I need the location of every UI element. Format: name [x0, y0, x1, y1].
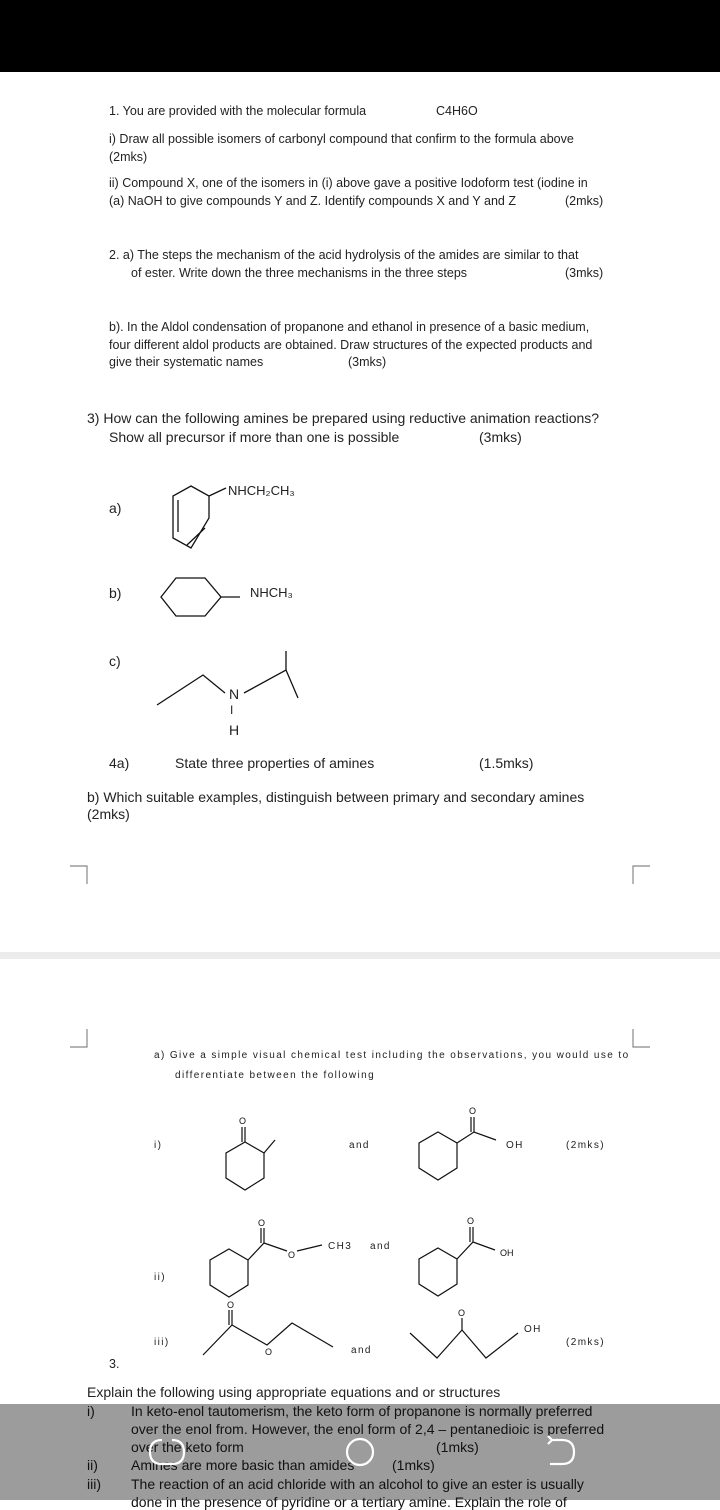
p2-a-line2: differentiate between the following — [175, 1070, 376, 1081]
ester-carbonyl-oxygen: O — [258, 1218, 266, 1228]
p2-iii-marks: (2mks) — [566, 1337, 605, 1348]
p2-i-and: and — [349, 1140, 370, 1151]
p2-iii-label: iii) — [154, 1337, 170, 1348]
q2-a-line1: 2. a) The steps the mechanism of the acid hydrolysis of the amides are similar to that — [109, 248, 579, 262]
q2-b-marks: (3mks) — [348, 355, 387, 369]
q2-a-marks: (3mks) — [565, 266, 604, 280]
q4-a-text: State three properties of amines — [175, 755, 375, 771]
p2-e-i-label: i) — [87, 1403, 95, 1419]
q1-i-line2: (2mks) — [109, 150, 148, 164]
p2-explain: Explain the following using appropriate equations and or structures — [87, 1384, 501, 1400]
q4-b-line1: b) Which suitable examples, distinguish between primary and secondary amines — [87, 789, 585, 805]
p2-e-iii-cut: done in the presence of pyridine or a tertiary amine. Explain the role of — [131, 1494, 567, 1510]
q4-a-marks: (1.5mks) — [479, 755, 534, 771]
q2-a-line2: of ester. Write down the three mechanisms in the three steps — [131, 266, 468, 280]
q1-title: 1. You are provided with the molecular formula — [109, 104, 367, 118]
acid-oxygen-iii: O — [458, 1308, 466, 1318]
p2-i-oh: OH — [506, 1140, 524, 1151]
q4-a-num: 4a) — [109, 755, 130, 771]
ester-oxygen-iii: O — [227, 1300, 235, 1310]
q2-b-line2: four different aldol products are obtained. Draw structures of the expected products and — [109, 338, 593, 352]
p2-e-ii-text: Amines are more basic than amides — [131, 1457, 355, 1473]
q1-ii-line2: (a) NaOH to give compounds Y and Z. Identify compounds X and Y and Z — [109, 194, 516, 208]
p2-e-i-line2: over the enol from. However, the enol form of 2,4 – pentanedioic is preferred — [131, 1421, 605, 1437]
q1-i-line1: i) Draw all possible isomers of carbonyl compound that confirm to the formula above — [109, 132, 574, 146]
q3-a-label: a) — [109, 500, 122, 516]
p2-i-marks: (2mks) — [566, 1140, 605, 1151]
p2-e-iii-text: The reaction of an acid chloride with an alcohol to give an ester is usually — [131, 1476, 584, 1492]
p2-ii-label: ii) — [154, 1272, 166, 1283]
p2-ii-ch3: CH3 — [328, 1241, 353, 1252]
q3-line1: 3) How can the following amines be prepared using reductive animation reactions? — [87, 410, 600, 426]
p2-e-i-line1: In keto-enol tautomerism, the keto form of propanone is normally preferred — [131, 1403, 593, 1419]
p2-e-ii-marks: (1mks) — [392, 1457, 435, 1473]
acid-oh-ii: OH — [500, 1248, 514, 1258]
p2-e-iii-label: iii) — [87, 1476, 101, 1492]
back-icon[interactable] — [548, 1436, 574, 1464]
p2-a-line1: a) Give a simple visual chemical test including the observations, you would use to — [154, 1050, 630, 1061]
p2-e-i-line3: over the keto form — [131, 1439, 244, 1455]
q1-ii-marks: (2mks) — [565, 194, 604, 208]
q3-b-group: NHCH₃ — [250, 585, 293, 600]
q3-marks: (3mks) — [479, 429, 522, 445]
acid-oxygen-ii: O — [467, 1216, 475, 1226]
q1-ii-line1: ii) Compound X, one of the isomers in (i) above gave a positive Iodoform test (iodine in — [109, 176, 588, 190]
q2-b-line3: give their systematic names — [109, 355, 264, 369]
recent-apps-icon[interactable] — [150, 1440, 184, 1464]
ester-ether-oxygen: O — [288, 1250, 296, 1260]
q3-c-bond: I — [230, 703, 234, 717]
q3-c-nitrogen: N — [229, 686, 240, 702]
p2-iii-oh: OH — [524, 1324, 542, 1335]
p2-e-i-marks: (1mks) — [436, 1439, 479, 1455]
p2-iii-and: and — [351, 1345, 372, 1356]
q1-formula: C4H6O — [436, 104, 478, 118]
p2-q3-num: 3. — [109, 1357, 120, 1371]
q3-a-group: NHCH₂CH₃ — [228, 483, 295, 498]
p2-i-label: i) — [154, 1140, 163, 1151]
q4-b-line2: (2mks) — [87, 806, 130, 822]
acid-oxygen: O — [469, 1106, 477, 1116]
q3-b-label: b) — [109, 585, 122, 601]
p2-e-ii-label: ii) — [87, 1457, 98, 1473]
q3-line2: Show all precursor if more than one is possible — [109, 429, 400, 445]
home-icon[interactable] — [347, 1439, 373, 1465]
q2-b-line1: b). In the Aldol condensation of propanone and ethanol in presence of a basic medium, — [109, 320, 590, 334]
ester-ether-oxygen-iii: O — [265, 1347, 273, 1357]
ketone-oxygen: O — [239, 1116, 247, 1126]
q3-c-hydrogen: H — [229, 722, 240, 738]
p2-ii-and: and — [370, 1241, 391, 1252]
q3-c-label: c) — [109, 653, 121, 669]
